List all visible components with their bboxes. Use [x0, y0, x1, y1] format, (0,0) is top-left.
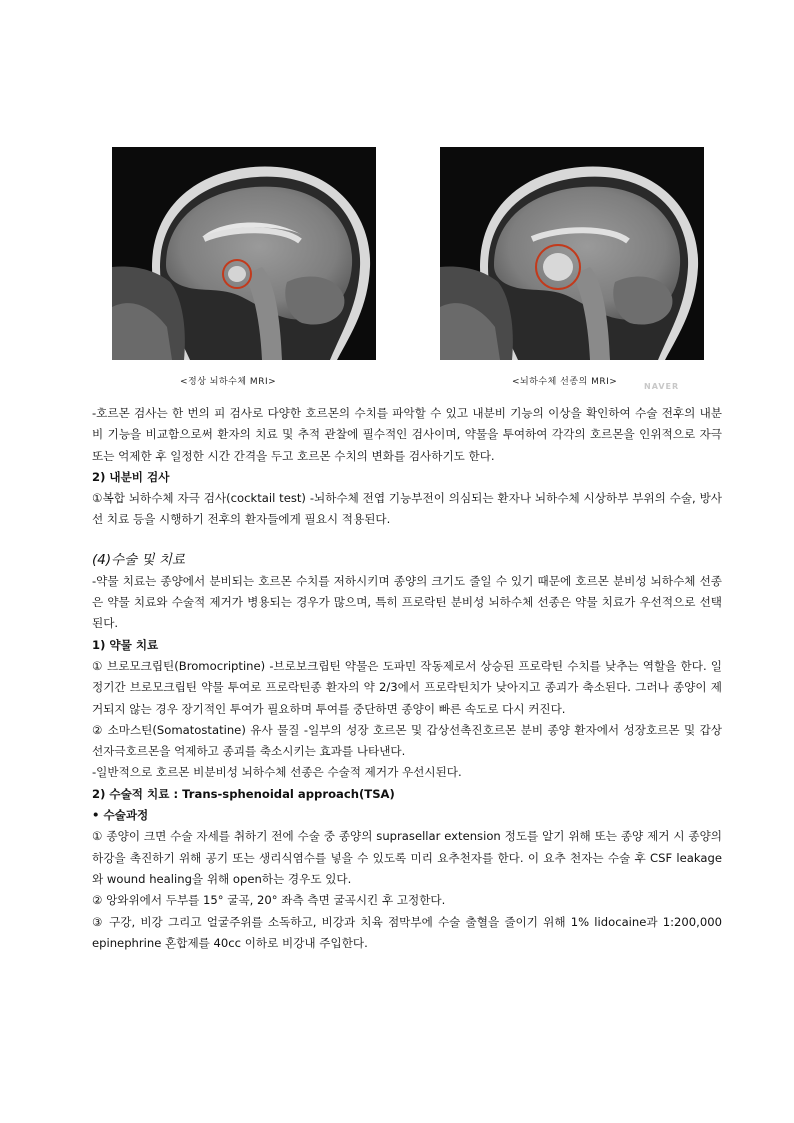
- hormone-test-paragraph: -호르몬 검사는 한 번의 피 검사로 다양한 호르몬의 수치를 파악할 수 있고 내분비 기능의 이상을 확인하여 수술 전후의 내분비 기능을 비교함으로써 환자의 치료 및 추적 관찰에 필수적인 검사이며, 약물을 투여하여 각각의 호르몬을 인위적으로 자극 또는 억제한 후 일정한 시간 간격을 두고 호르몬 수치의 변화를 검사하기도 한다.: [92, 406, 722, 463]
- nonsecreting-adenoma-paragraph: -일반적으로 호르몬 비분비성 뇌하수체 선종은 수술적 제거가 우선시된다.: [92, 765, 462, 780]
- pituitary-adenoma-mri-image: [440, 147, 704, 360]
- positioning-paragraph: ② 앙와위에서 두부를 15° 굴곡, 20° 좌측 측면 굴곡시킨 후 고정한다.: [92, 893, 446, 908]
- mri-figure-row: [110, 147, 720, 397]
- normal-mri-caption: <정상 뇌하수체 MRI>: [180, 377, 277, 387]
- naver-watermark: NAVER: [644, 382, 680, 391]
- somatostatin-paragraph: ② 소마스틴(Somatostatine) 유사 물질 -일부의 성장 호르몬 및 갑상선촉진호르몬 분비 종양 환자에서 성장호르몬 및 갑상선자극호르몬을 억제하고 종괴를 축소시키는 효과를 나타낸다.: [92, 722, 722, 759]
- drug-therapy-heading: 1) 약물 치료: [92, 637, 159, 652]
- lumbar-puncture-paragraph: ① 종양이 크면 수술 자세를 취하기 전에 수술 중 종양의 suprasellar extension 정도를 알기 위해 또는 종양 제거 시 종양의 하강을 촉진하기 위해 공기 또는 생리식염수를 넣을 수 있도록 미리 요추천자를 한다. 이 요추 천자는 수술 후 CSF leakage와 wound healing을 위해 open하는 경우도 있다.: [92, 829, 722, 886]
- cocktail-test-paragraph: ①복합 뇌하수체 자극 검사(cocktail test) -뇌하수체 전엽 기능부전이 의심되는 환자나 뇌하수체 시상하부 부위의 수술, 방사선 치료 등을 시행하기 전후의 환자들에게 필요시 적용된다.: [92, 491, 722, 527]
- disinfection-paragraph: ③ 구강, 비강 그리고 얼굴주위를 소독하고, 비강과 치육 점막부에 수술 출혈을 줄이기 위해 1% lidocaine과 1:200,000 epinephrine 혼합제를 40cc 이하로 비강내 주입한다.: [92, 914, 722, 950]
- adenoma-mri-caption: <뇌하수체 선종의 MRI>: [512, 377, 618, 387]
- endocrine-test-heading: 2) 내분비 검사: [92, 469, 170, 484]
- normal-pituitary-mri-image: [112, 147, 376, 360]
- surgical-process-heading: • 수술과정: [92, 808, 149, 823]
- drug-therapy-intro-paragraph: -약물 치료는 종양에서 분비되는 호르몬 수치를 저하시키며 종양의 크기도 줄일 수 있기 때문에 호르몬 분비성 뇌하수체 선종은 약물 치료와 수술적 제거가 병용되는 경우가 많으며, 특히 프로락틴 분비성 뇌하수체 선종은 약물 치료가 우선적으로 선택된다.: [92, 573, 722, 631]
- document-body: [92, 403, 722, 954]
- surgery-treatment-section-title: (4)수술 및 치료: [92, 551, 185, 568]
- bromocriptine-paragraph: ① 브로모크립틴(Bromocriptine) -브로보크립틴 약물은 도파민 작동제로서 상승된 프로락틴 수치를 낮추는 역할을 한다. 일정기간 브로모크립틴 약물 투여로 프로락틴종 환자의 약 2/3에서 프로락틴치가 낮아지고 종괴가 축소된다. 그러나 종양이 제거되지 않는 경우 장기적인 투여가 필요하며 투여를 중단하면 종양이 빠른 속도로 다시 커진다.: [92, 658, 722, 716]
- surgical-treatment-heading: 2) 수술적 치료 : Trans-sphenoidal approach(TSA): [92, 786, 395, 801]
